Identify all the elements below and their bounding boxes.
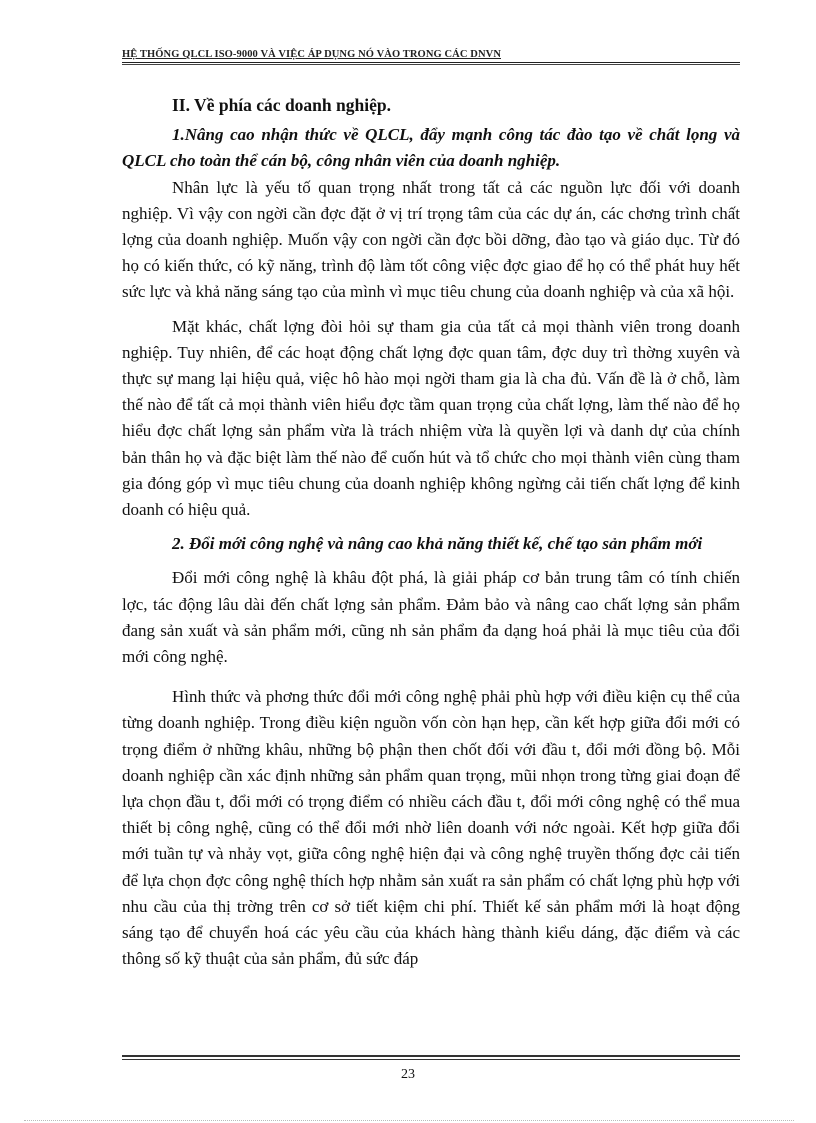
- paragraph-4: Hình thức và phơng thức đổi mới công nghệ phải phù hợp với điều kiện cụ thể của từng doanh nghiệp. Trong điều kiện nguồn vốn còn hạn hẹp, cần kết hợp giữa đổi mới có trọng điểm ở những khâu, những bộ phận then chốt đối với đầu t, đổi mới đồng bộ. Mỗi doanh nghiệp cần xác định những sản phẩm quan trọng, mũi nhọn trong từng giai đoạn để lựa chọn đầu t, đổi mới có trọng điểm có nhiều cách đầu t, đổi mới công nghệ có thể mua thiết bị công nghệ, cũng có thể đổi mới nhờ liên doanh với nớc ngoài. Kết hợp giữa đổi mới tuần tự và nhảy vọt, giữa công nghệ hiện đại và công nghệ truyền thống đợc cải tiến để lựa chọn đợc công nghệ thích hợp nhằm sản xuất ra sản phẩm có chất lợng phù hợp với nhu cầu của thị trờng trên cơ sở tiết kiệm chi phí. Thiết kế sản phẩm mới là hoạt động sáng tạo để chuyển hoá các yêu cầu của khách hàng thành kiểu dáng, đặc điểm và các thông số kỹ thuật của sản phẩm, đủ sức đáp: [122, 687, 740, 969]
- subsection-heading-1: 1.Nâng cao nhận thức về QLCL, đẩy mạnh công tác đào tạo về chất lọng và QLCL cho toàn thể cán bộ, công nhân viên của doanh nghiệp.: [122, 125, 740, 171]
- paragraph-2: Mặt khác, chất lợng đòi hỏi sự tham gia của tất cả mọi thành viên trong doanh nghiệp. Tuy nhiên, để các hoạt động chất lợng đợc quan tâm, đợc duy trì thờng xuyên và thực sự mang lại hiệu quả, việc hô hào mọi ngời tham gia là cha đủ. Vấn đề là ở chỗ, làm thế nào để tất cả mọi thành viên hiểu đợc tầm quan trọng của chất lợng, làm thế nào để họ hiểu đợc chất lợng sản phẩm vừa là trách nhiệm vừa là quyền lợi và danh dự của chính bản thân họ và đặc biệt làm thế nào để cuốn hút và tổ chức cho mọi thành viên cùng tham gia đóng góp vì mục tiêu chung của doanh nghiệp không ngừng cải tiến chất lợng để kinh doanh có hiệu quả.: [122, 316, 740, 520]
- footer-rule-secondary: [122, 1059, 740, 1060]
- section-heading: II. Về phía các doanh nghiệp.: [172, 95, 391, 115]
- running-header: HỆ THỐNG QLCL ISO-9000 VÀ VIỆC ÁP DỤNG NÓ VÀO TRONG CÁC DNVN: [122, 49, 501, 60]
- page-number: 23: [401, 1067, 415, 1082]
- header-rule-secondary: [122, 64, 740, 65]
- paragraph-1: Nhân lực là yếu tố quan trọng nhất trong tất cả các nguồn lực đối với doanh nghiệp. Vì vậy con ngời cần đợc đặt ở vị trí trọng tâm của các dự án, các chơng trình chất lợng của doanh nghiệp. Muốn vậy con ngời cần đợc bồi dỡng, đào tạo và giáo dục. Từ đó họ có kiến thức, có kỹ năng, trình độ làm tốt công việc đợc giao để họ có thể phát huy hết sức lực và khả năng sáng tạo của mình vì mục tiêu chung của doanh nghiệp và của xã hội.: [122, 177, 740, 302]
- body-content: [122, 92, 740, 973]
- header-rule: [122, 62, 740, 63]
- subsection-heading-2: 2. Đổi mới công nghệ và nâng cao khả năng thiết kế, chế tạo sản phẩm mới: [172, 534, 703, 554]
- footer-rule: [122, 1055, 740, 1057]
- page-edge-divider: [24, 1120, 794, 1121]
- paragraph-3: Đổi mới công nghệ là khâu đột phá, là giải pháp cơ bản trung tâm có tính chiến lợc, tác động lâu dài đến chất lợng sản phẩm. Đảm bảo và nâng cao chất lợng sản phẩm đang sản xuất và sản phẩm mới, cũng nh sản phẩm đa dạng hoá phải là mục tiêu của đổi mới công nghệ.: [122, 568, 740, 667]
